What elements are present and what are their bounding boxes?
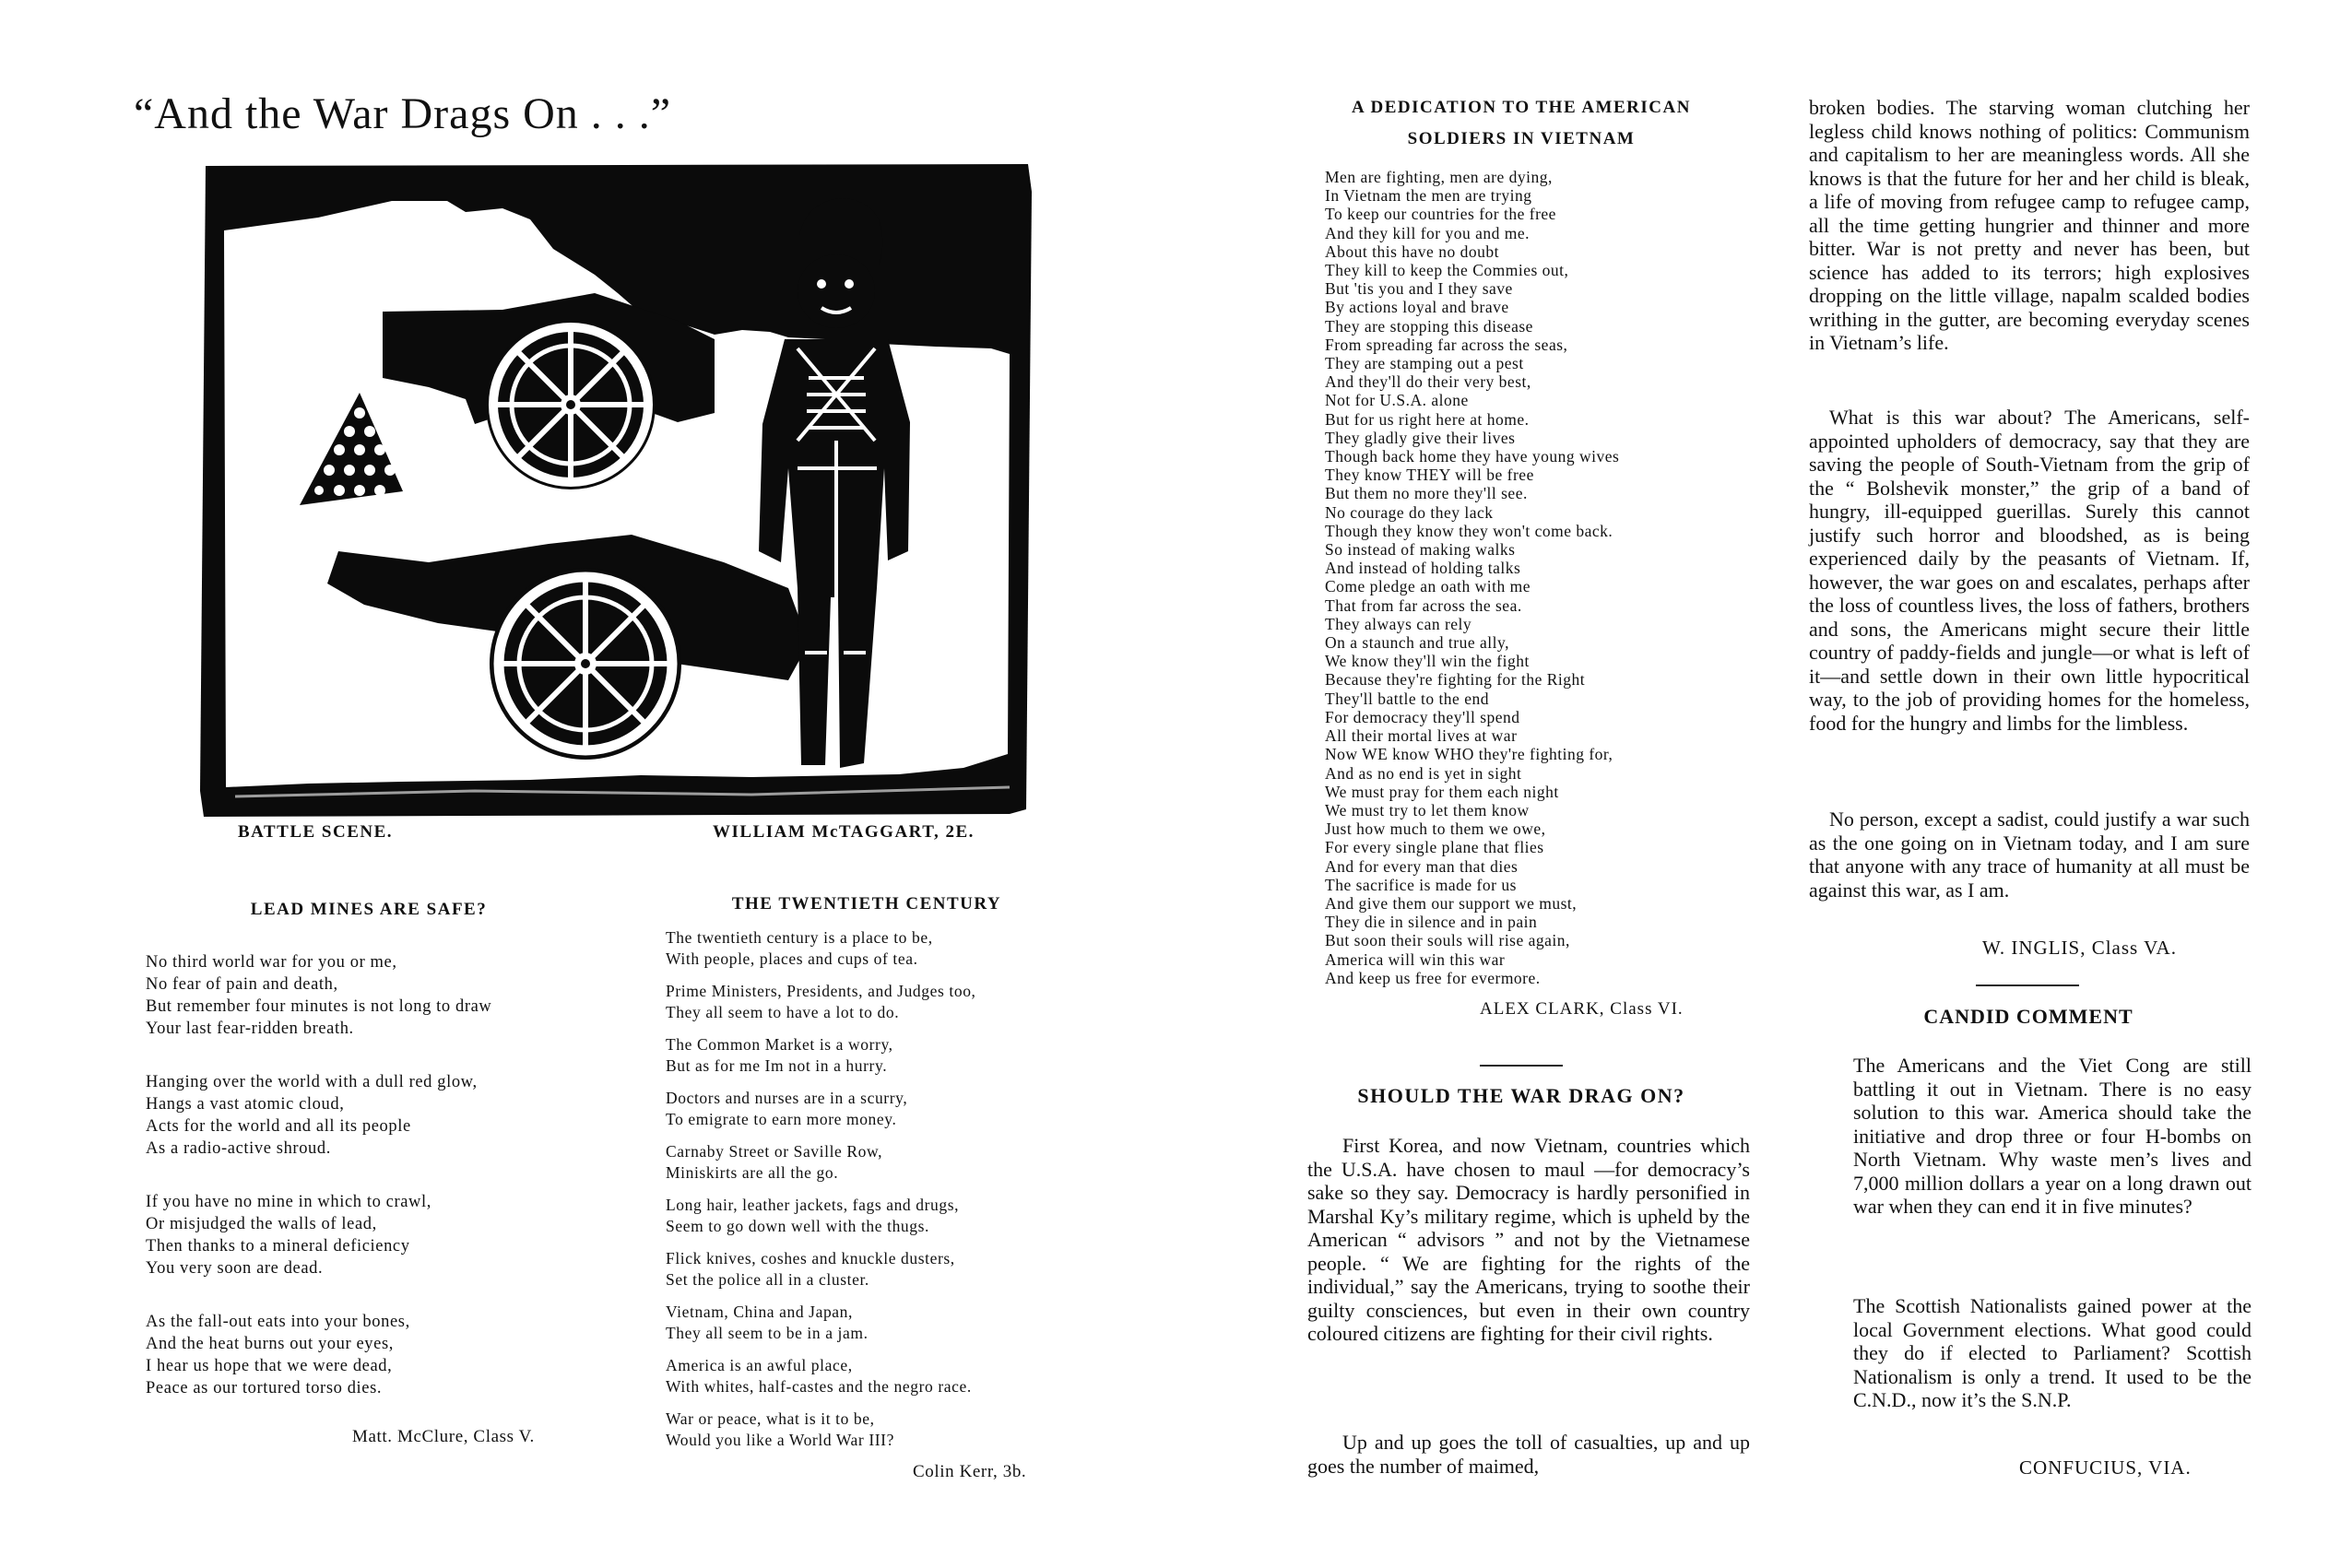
essay-paragraph: First Korea, and now Vietnam, countries which the U.S.A. have chosen to maul —for democracy’s sake so they say. Democracy is hardly personified in Marshal Ky’s military regime, which is upheld by the American “ advisors ” and not by the Vietnamese people. “ We are fighting for the rights of the individual,” say the Americans, trying to soothe their guilty consciences, but even in their own country coloured citizens are fighting for their civil rights. bbox=[1307, 1134, 1750, 1345]
poem-line: And give them our support we must, bbox=[1325, 893, 1578, 913]
poem-line: Hangs a vast atomic cloud, bbox=[146, 1095, 345, 1114]
poem-line: As the fall-out eats into your bones, bbox=[146, 1313, 410, 1331]
poem-line: Carnaby Street or Saville Row, bbox=[666, 1142, 883, 1161]
poem-line: Set the police all in a cluster. bbox=[666, 1270, 869, 1289]
section-divider bbox=[1480, 1065, 1563, 1067]
poem-line: They'll battle to the end bbox=[1325, 689, 1489, 708]
section-divider bbox=[1976, 984, 2079, 986]
poem-line: Just how much to them we owe, bbox=[1325, 819, 1546, 839]
poem-line: They kill to keep the Commies out, bbox=[1325, 261, 1569, 280]
poem-line: And keep us free for evermore. bbox=[1325, 968, 1541, 987]
poem-line: Now WE know WHO they're fighting for, bbox=[1325, 745, 1613, 764]
poem-line: No fear of pain and death, bbox=[146, 975, 338, 994]
poem-line: America will win this war bbox=[1325, 949, 1506, 969]
essay-title: SHOULD THE WAR DRAG ON? bbox=[1357, 1084, 1685, 1107]
essay-author: W. INGLIS, Class VA. bbox=[1982, 937, 2177, 959]
comment-paragraph: The Scottish Nationalists gained power at the local Government elections. What good could they do if elected to Parliament? Scottish Nationalism is only a trend. It used to be the C.N.D., now it’s the S.N.P. bbox=[1853, 1294, 2252, 1411]
poem-line: And as no end is yet in sight bbox=[1325, 763, 1522, 783]
poem-line: About this have no doubt bbox=[1325, 242, 1499, 261]
poem-line: That from far across the sea. bbox=[1325, 595, 1522, 615]
poem-line: And instead of holding talks bbox=[1325, 559, 1521, 578]
poem-line: But as for me Im not in a hurry. bbox=[666, 1056, 888, 1075]
poem-line: And the heat burns out your eyes, bbox=[146, 1335, 394, 1353]
poem-line: Flick knives, coshes and knuckle dusters, bbox=[666, 1249, 955, 1267]
poem-line: We know they'll win the fight bbox=[1325, 652, 1530, 671]
poem-line: On a staunch and true ally, bbox=[1325, 633, 1509, 653]
poem-line: They all seem to have a lot to do. bbox=[666, 1003, 900, 1021]
poem-line: Prime Ministers, Presidents, and Judges too, bbox=[666, 982, 976, 1000]
poem-line: No courage do they lack bbox=[1325, 502, 1494, 522]
poem-line: Miniskirts are all the go. bbox=[666, 1163, 839, 1182]
essay-paragraph: No person, except a sadist, could justify a war such as the one going on in Vietnam today, and I am sure that anyone with any trace of humanity at all must be against this war, as I am. bbox=[1809, 808, 2250, 902]
poem-line: With whites, half-castes and the negro race. bbox=[666, 1377, 972, 1396]
poem-line: In Vietnam the men are trying bbox=[1325, 186, 1532, 206]
dedication-title-line1: A DEDICATION TO THE AMERICAN bbox=[1352, 98, 1691, 117]
poem-title-lead-mines: LEAD MINES ARE SAFE? bbox=[250, 900, 488, 919]
poem-line: We must pray for them each night bbox=[1325, 782, 1559, 801]
poem-line: Long hair, leather jackets, fags and drugs, bbox=[666, 1196, 960, 1214]
poem-line: But remember four minutes is not long to draw bbox=[146, 997, 492, 1016]
poem-line: But for us right here at home. bbox=[1325, 409, 1530, 429]
poem-line: War or peace, what is it to be, bbox=[666, 1409, 875, 1428]
poem-line: They all seem to be in a jam. bbox=[666, 1324, 869, 1342]
poem-line: Though back home they have young wives bbox=[1325, 447, 1620, 466]
poem-line: I hear us hope that we were dead, bbox=[146, 1357, 393, 1375]
comment-paragraph: The Americans and the Viet Cong are still battling it out in Vietnam. There is no easy solution to this war. America should take the initiative and drop three or four H-bombs on North Vietnam. Why waste men’s lives and 7,000 million dollars a year on a long drawn out war when they can end it in five minutes? bbox=[1853, 1054, 2252, 1218]
poem-line: Or misjudged the walls of lead, bbox=[146, 1215, 377, 1233]
essay-paragraph-continued: broken bodies. The starving woman clutching her legless child knows nothing of politics: Communism and capitalism to her are meaningless words. All she knows is that the future for her and her child is bleak, a life of moving from refugee camp to refugee camp, all the time getting hungrier and thinner and more bitter. War is not pretty and never has been, but science has added to its terrors; high explosives dropping on the little village, napalm scalded bodies writhing in the gutter, are becoming everyday scenes in Vietnam’s life. bbox=[1809, 96, 2250, 354]
comment-title: CANDID COMMENT bbox=[1923, 1005, 2133, 1028]
poem-line: Would you like a World War III? bbox=[666, 1431, 894, 1449]
poem-line: They are stopping this disease bbox=[1325, 316, 1533, 336]
poem-line: Acts for the world and all its people bbox=[146, 1117, 411, 1136]
poem-line: And they'll do their very best, bbox=[1325, 372, 1531, 392]
essay-paragraph: Up and up goes the toll of casualties, up and up goes the number of maimed, bbox=[1307, 1431, 1750, 1478]
poem-line: Though they know they won't come back. bbox=[1325, 521, 1613, 540]
poem-line: Because they're fighting for the Right bbox=[1325, 670, 1586, 690]
poem-author-lead-mines: Matt. McClure, Class V. bbox=[352, 1427, 535, 1446]
poem-line: The twentieth century is a place to be, bbox=[666, 928, 933, 947]
poem-line: All their mortal lives at war bbox=[1325, 726, 1518, 746]
poem-line: America is an awful place, bbox=[666, 1356, 853, 1374]
poem-line: Vietnam, China and Japan, bbox=[666, 1303, 853, 1321]
poem-line: They gladly give their lives bbox=[1325, 428, 1516, 447]
poem-twentieth-century bbox=[666, 927, 1081, 1462]
battle-scene-illustration bbox=[198, 164, 1037, 820]
poem-line: For every single plane that flies bbox=[1325, 838, 1544, 857]
poem-line: Peace as our tortured torso dies. bbox=[146, 1379, 383, 1397]
poem-line: You very soon are dead. bbox=[146, 1259, 324, 1278]
poem-author-twentieth-century: Colin Kerr, 3b. bbox=[913, 1462, 1027, 1481]
poem-line: If you have no mine in which to crawl, bbox=[146, 1193, 431, 1211]
poem-line: Doctors and nurses are in a scurry, bbox=[666, 1089, 908, 1107]
poem-lead-mines bbox=[146, 951, 590, 1420]
poem-line: The Common Market is a worry, bbox=[666, 1035, 893, 1054]
poem-line: Not for U.S.A. alone bbox=[1325, 391, 1469, 410]
poem-line: By actions loyal and brave bbox=[1325, 298, 1509, 317]
poem-line: But 'tis you and I they save bbox=[1325, 279, 1513, 299]
poem-line: They die in silence and in pain bbox=[1325, 913, 1538, 932]
dedication-poem bbox=[1325, 168, 1749, 987]
poem-line: Your last fear-ridden breath. bbox=[146, 1020, 354, 1038]
poem-line: Men are fighting, men are dying, bbox=[1325, 168, 1553, 186]
poem-line: To keep our countries for the free bbox=[1325, 205, 1556, 224]
illustration-caption-right: WILLIAM McTAGGART, 2E. bbox=[713, 822, 975, 842]
poem-line: Come pledge an oath with me bbox=[1325, 577, 1531, 596]
poem-line: With people, places and cups of tea. bbox=[666, 949, 918, 968]
poem-line: Seem to go down well with the thugs. bbox=[666, 1217, 930, 1235]
poem-line: The sacrifice is made for us bbox=[1325, 875, 1517, 894]
poem-line: Hanging over the world with a dull red glow, bbox=[146, 1073, 478, 1091]
poem-line: From spreading far across the seas, bbox=[1325, 335, 1568, 354]
poem-line: As a radio-active shroud. bbox=[146, 1139, 331, 1158]
essay-paragraph: What is this war about? The Americans, self-appointed upholders of democracy, say that they are saving the people of South-Vietnam from the grip of the “ Bolshevik monster,” the grip of a band of hungry, ill-equipped guerillas. Surely this cannot justify such horror and bloodshed, as is being experienced daily by the peasants of Vietnam. If, however, the war goes on and escalates, perhaps after the loss of countless lives, the loss of fathers, brothers and sons, the Americans might secure their little country of paddy-fields and jungle—or what is left of it—and settle down in their own little hypocritical way, to the job of providing homes for the homeless, food for the hungry and limbs for the limbless. bbox=[1809, 406, 2250, 735]
poem-title-twentieth-century: THE TWENTIETH CENTURY bbox=[731, 894, 1002, 914]
poem-line: And they kill for you and me. bbox=[1325, 223, 1531, 242]
poem-line: But soon their souls will rise again, bbox=[1325, 931, 1570, 950]
page-title: “And the War Drags On . . .” bbox=[134, 89, 672, 138]
poem-line: They are stamping out a pest bbox=[1325, 354, 1524, 373]
dedication-title-line2: SOLDIERS IN VIETNAM bbox=[1407, 129, 1636, 148]
poem-line: Then thanks to a mineral deficiency bbox=[146, 1237, 410, 1256]
poem-line: And for every man that dies bbox=[1325, 856, 1519, 876]
poem-line: To emigrate to earn more money. bbox=[666, 1110, 897, 1128]
poem-line: We must try to let them know bbox=[1325, 800, 1530, 819]
poem-line: No third world war for you or me, bbox=[146, 953, 397, 972]
poem-line: They always can rely bbox=[1325, 614, 1472, 633]
comment-author: CONFUCIUS, VIA. bbox=[2019, 1456, 2192, 1479]
poem-line: For democracy they'll spend bbox=[1325, 707, 1520, 726]
poem-line: But them no more they'll see. bbox=[1325, 484, 1528, 503]
poem-line: So instead of making walks bbox=[1325, 540, 1516, 560]
poem-line: They know THEY will be free bbox=[1325, 466, 1534, 485]
illustration-caption-left: BATTLE SCENE. bbox=[238, 822, 394, 842]
dedication-author: ALEX CLARK, Class VI. bbox=[1480, 999, 1684, 1019]
